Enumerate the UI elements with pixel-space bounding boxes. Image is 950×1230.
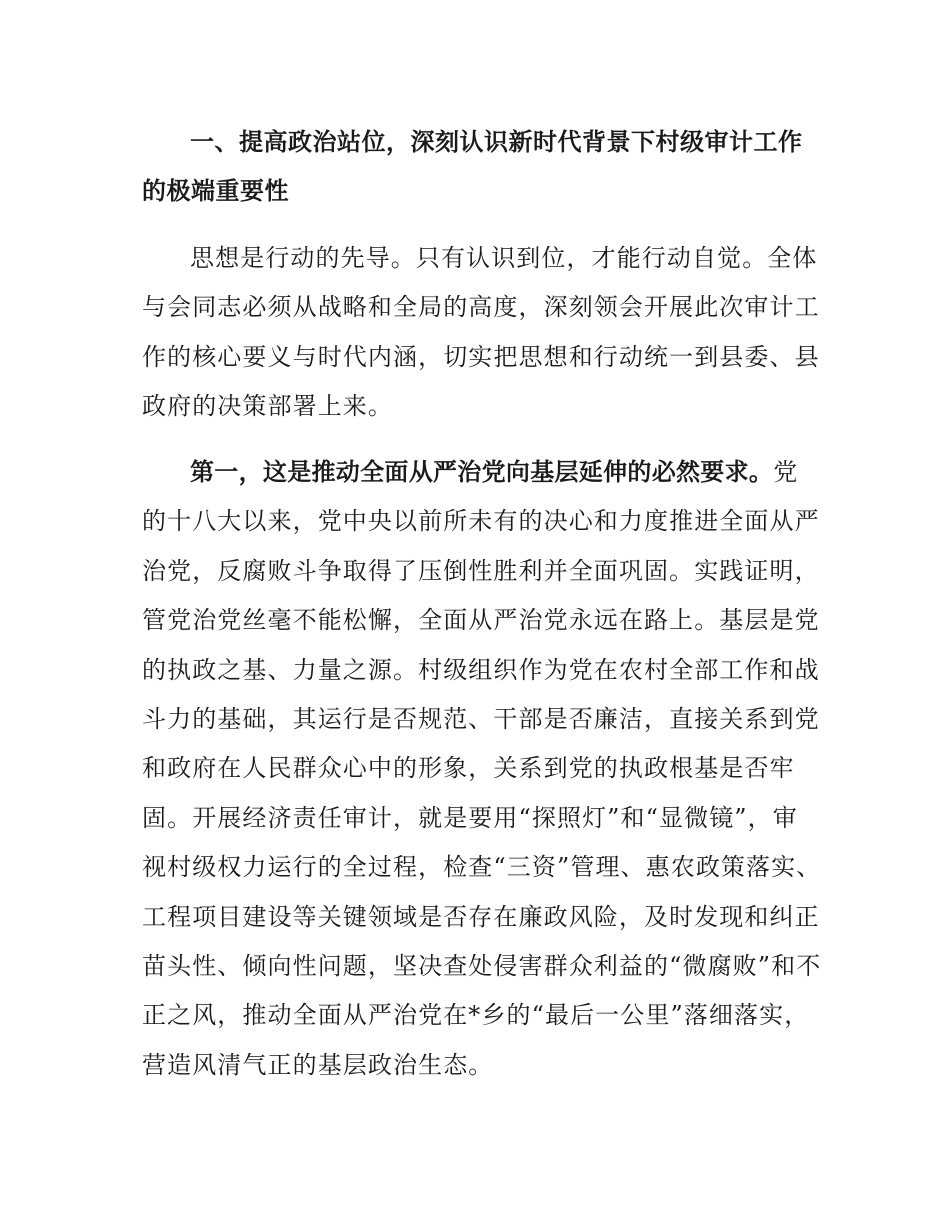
- section-heading: 一、提高政治站位，深刻认识新时代背景下村级审计工作的极端重要性: [142, 128, 803, 205]
- paragraph-first-point: [142, 448, 822, 1090]
- paragraph-intro: 思想是行动的先导。只有认识到位，才能行动自觉。全体与会同志必须从战略和全局的高度，深刻领会开展此次审计工作的核心要义与时代内涵，切实把思想和行动统一到县委、县政府的决策部署上来。: [142, 244, 820, 421]
- paragraph-body-text: 党的十八大以来，党中央以前所未有的决心和力度推进全面从严治党，反腐败斗争取得了压倒性胜利并全面巩固。实践证明，管党治党丝毫不能松懈，全面从严治党永远在路上。基层是党的执政之基、力量之源。村级组织作为党在农村全部工作和战斗力的基础，其运行是否规范、干部是否廉洁，直接关系到党和政府在人民群众心中的形象，关系到党的执政根基是否牢固。开展经济责任审计，就是要用“探照灯”和“显微镜”，审视村级权力运行的全过程，检查“三资”管理、惠农政策落实、工程项目建设等关键领域是否存在廉政风险，及时发现和纠正苗头性、倾向性问题，坚决查处侵害群众利益的“微腐败”和不正之风，推动全面从严治党在*乡的“最后一公里”落细落实，营造风清气正的基层政治生态。: [142, 458, 822, 1079]
- paragraph-lead-sentence: 第一，这是推动全面从严治党向基层延伸的必然要求。: [190, 458, 774, 486]
